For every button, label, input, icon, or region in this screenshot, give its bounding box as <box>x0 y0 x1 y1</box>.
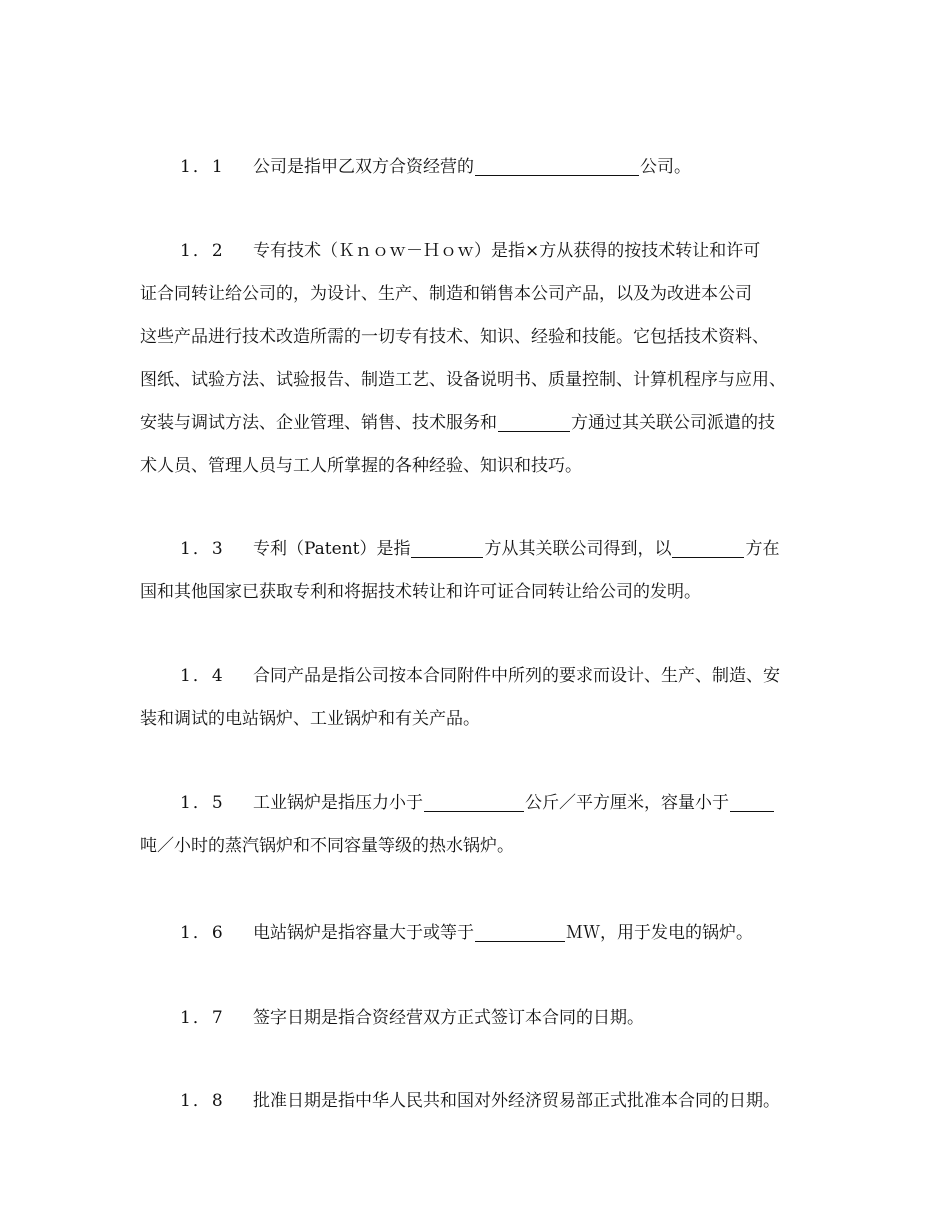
clause-text: 公司。 <box>640 157 691 177</box>
clause-line <box>140 359 830 402</box>
blank-field <box>475 159 639 176</box>
clause-line <box>140 316 830 359</box>
clause-text: 方从其关联公司得到，以 <box>484 539 672 559</box>
clause-line <box>140 528 830 571</box>
clause-text: 工业锅炉是指压力小于 <box>253 793 423 813</box>
clause-line <box>140 655 830 698</box>
clause-1-2 <box>140 230 830 488</box>
clause-text: 合同产品是指公司按本合同附件中所列的要求而设计、生产、制造、安 <box>253 666 780 686</box>
clause-text: 图纸、试验方法、试验报告、制造工艺、设备说明书、质量控制、计算机程序与应用、 <box>140 370 786 390</box>
clause-line <box>140 698 830 741</box>
clause-line <box>140 273 830 316</box>
clause-text: 专有技术（Ｋｎｏｗ－Ｈｏｗ）是指×方从获得的按技术转让和许可 <box>253 241 761 261</box>
clause-text: 这些产品进行技术改造所需的一切专有技术、知识、经验和技能。它包括技术资料、 <box>140 327 769 347</box>
clause-number: 1．8 <box>180 1091 225 1111</box>
clause-line <box>140 997 830 1040</box>
clause-line <box>140 912 830 955</box>
clause-number: 1．2 <box>180 241 225 261</box>
clause-text: 方在 <box>745 539 780 559</box>
clause-text: 公司是指甲乙双方合资经营的 <box>253 157 474 177</box>
clause-1-7 <box>140 997 830 1040</box>
clause-text: 装和调试的电站锅炉、工业锅炉和有关产品。 <box>140 709 480 729</box>
clause-text: 安装与调试方法、企业管理、销售、技术服务和 <box>140 413 497 433</box>
clause-line <box>140 230 830 273</box>
clause-number: 1．1 <box>180 157 225 177</box>
clause-text: 吨／小时的蒸汽锅炉和不同容量等级的热水锅炉。 <box>140 836 514 856</box>
blank-field <box>730 795 774 812</box>
clause-text: 电站锅炉是指容量大于或等于 <box>253 923 474 943</box>
clause-text: ＭＷ，用于发电的锅炉。 <box>566 923 753 943</box>
clause-1-3 <box>140 528 830 614</box>
clause-1-5 <box>140 782 830 868</box>
blank-field <box>411 541 483 558</box>
clause-line <box>140 571 830 614</box>
clause-line <box>140 782 830 825</box>
clause-text: 批准日期是指中华人民共和国对外经济贸易部正式批准本合同的日期。 <box>253 1091 780 1111</box>
clause-text: 国和其他国家已获取专利和将据技术转让和许可证合同转让给公司的发明。 <box>140 582 701 602</box>
clause-text: 证合同转让给公司的，为设计、生产、制造和销售本公司产品，以及为改进本公司 <box>140 284 752 304</box>
clause-line <box>140 1080 830 1123</box>
clause-number: 1．3 <box>180 539 225 559</box>
blank-field <box>424 795 524 812</box>
clause-number: 1．6 <box>180 923 225 943</box>
blank-field <box>475 925 565 942</box>
clause-text: 公斤／平方厘米，容量小于 <box>525 793 729 813</box>
clause-line <box>140 825 830 868</box>
blank-field <box>498 415 570 432</box>
clause-line <box>140 402 830 445</box>
clause-1-6 <box>140 912 830 955</box>
clause-line <box>140 445 830 488</box>
clause-1-4 <box>140 655 830 741</box>
clause-text: 术人员、管理人员与工人所掌握的各种经验、知识和技巧。 <box>140 456 582 476</box>
clause-text: 专利（Patent）是指 <box>253 539 411 559</box>
clause-text: 方通过其关联公司派遣的技 <box>571 413 775 433</box>
clause-line <box>140 146 830 189</box>
clause-1-1 <box>140 146 830 189</box>
clause-text: 签字日期是指合资经营双方正式签订本合同的日期。 <box>253 1008 644 1028</box>
clause-number: 1．4 <box>180 666 225 686</box>
clause-1-8 <box>140 1080 830 1123</box>
clause-number: 1．7 <box>180 1008 225 1028</box>
blank-field <box>672 541 744 558</box>
clause-number: 1．5 <box>180 793 225 813</box>
